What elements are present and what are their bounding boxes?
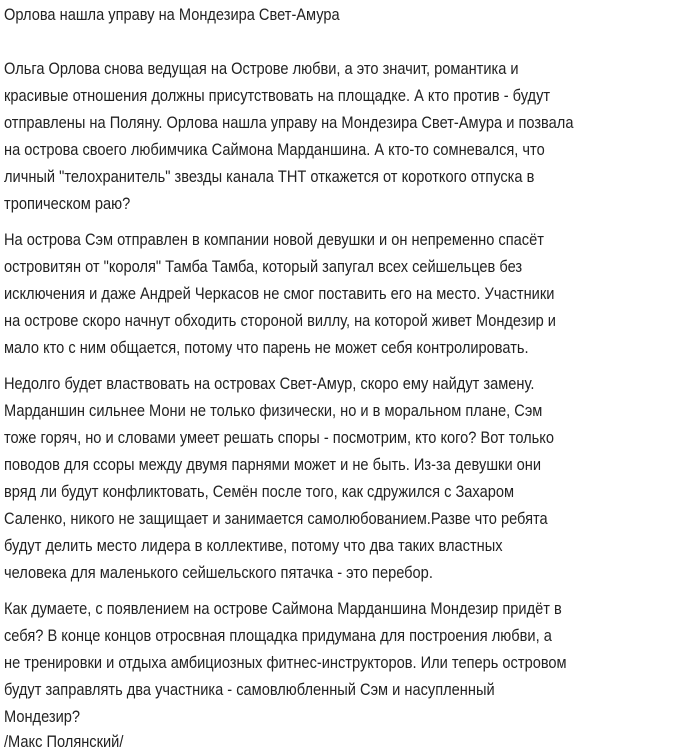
paragraph-line: Недолго будет властвовать на островах Свет-Амур, скоро ему найдут замену. <box>4 374 535 393</box>
paragraph-line: вряд ли будут конфликтовать, Семён после того, как сдружился с Захаром <box>4 482 515 501</box>
paragraph-line: поводов для ссоры между двумя парнями может и не быть. Из-за девушки они <box>4 455 542 474</box>
paragraph-line: На острова Сэм отправлен в компании новой девушки и он непременно спасёт <box>4 230 544 249</box>
paragraph-line: не тренировки и отдыха амбициозных фитнес-инструкторов. Или теперь островом <box>4 653 567 672</box>
paragraph-line: тоже горяч, но и словами умеет решать споры - посмотрим, кто кого? Вот только <box>4 428 554 447</box>
paragraph-line: человека для маленького сейшельского пятачка - это перебор. <box>4 563 433 582</box>
paragraph-line: Ольга Орлова снова ведущая на Острове любви, а это значит, романтика и <box>4 59 519 78</box>
paragraph-line: Мондезир? <box>4 707 81 726</box>
paragraph-line: будут заправлять два участника - самовлюбленный Сэм и насупленный <box>4 680 495 699</box>
paragraph-line: исключения и даже Андрей Черкасов не смог поставить его на место. Участники <box>4 284 555 303</box>
author-signature: /Макс Полянский/ <box>4 732 124 751</box>
article-title: Орлова нашла управу на Мондезира Свет-Амура <box>4 5 340 24</box>
paragraph-line: будут делить место лидера в коллективе, потому что два таких властных <box>4 536 503 555</box>
paragraph-line: Саленко, никого не защищает и занимается самолюбованием.Разве что ребята <box>4 509 548 528</box>
paragraph-line: себя? В конце концов отросвная площадка придумана для построения любви, а <box>4 626 552 645</box>
paragraph-line: Как думаете, с появлением на острове Саймона Марданшина Мондезир придёт в <box>4 599 562 618</box>
paragraph-line: на острове скоро начнут обходить стороной виллу, на которой живет Мондезир и <box>4 311 556 330</box>
paragraph-line: мало кто с ним общается, потому что парень не может себя контролировать. <box>4 338 529 357</box>
paragraph-line: островитян от "короля" Тамба Тамба, который запугал всех сейшельцев без <box>4 257 523 276</box>
paragraph-line: Марданшин сильнее Мони не только физически, но и в моральном плане, Сэм <box>4 401 543 420</box>
paragraph-line: тропическом раю? <box>4 194 131 213</box>
paragraph-line: отправлены на Поляну. Орлова нашла управу на Мондезира Свет-Амура и позвала <box>4 113 574 132</box>
paragraph-line: красивые отношения должны присутствовать на площадке. А кто против - будут <box>4 86 551 105</box>
paragraph-line: на острова своего любимчика Саймона Марданшина. А кто-то сомневался, что <box>4 140 545 159</box>
paragraph-line: личный "телохранитель" звезды канала ТНТ откажется от короткого отпуска в <box>4 167 535 186</box>
